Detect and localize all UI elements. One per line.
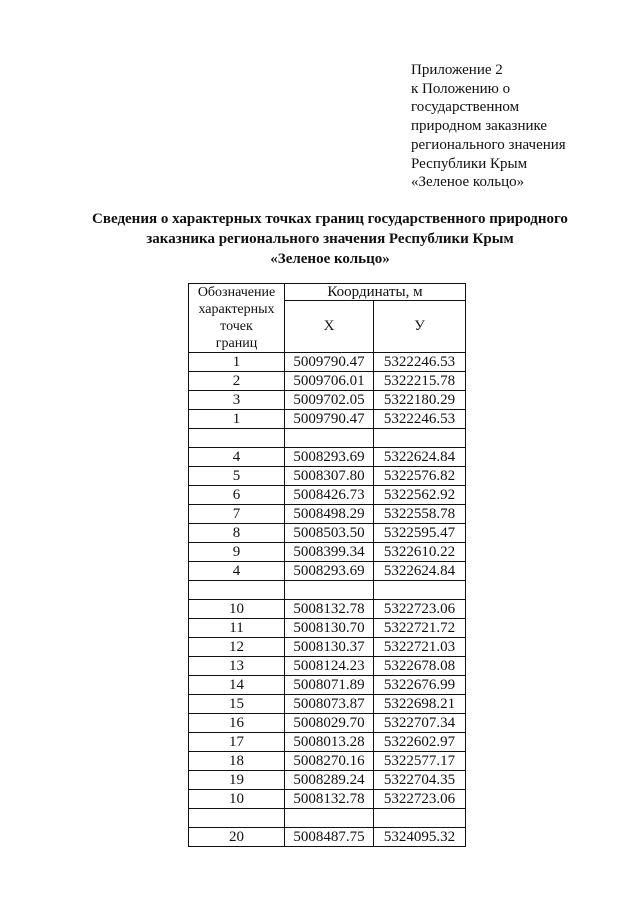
point-cell: 3 bbox=[189, 391, 285, 410]
x-cell: 5008289.24 bbox=[285, 771, 374, 790]
y-cell: 5322723.06 bbox=[374, 790, 466, 809]
title-line: заказника регионального значения Республики Крым bbox=[146, 231, 514, 247]
y-cell bbox=[374, 809, 466, 828]
x-cell: 5009790.47 bbox=[285, 353, 374, 372]
appendix-line: государственном bbox=[411, 99, 520, 116]
appendix-line: природном заказнике bbox=[411, 118, 548, 135]
table-row bbox=[189, 600, 466, 619]
table-row bbox=[189, 562, 466, 581]
table-row-empty bbox=[189, 809, 466, 828]
point-cell: 1 bbox=[189, 353, 285, 372]
x-cell bbox=[285, 809, 374, 828]
x-cell: 5008399.34 bbox=[285, 543, 374, 562]
y-cell: 5322698.21 bbox=[374, 695, 466, 714]
point-cell: 11 bbox=[189, 619, 285, 638]
x-cell: 5008293.69 bbox=[285, 562, 374, 581]
point-cell: 4 bbox=[189, 562, 285, 581]
table-row bbox=[189, 543, 466, 562]
table-row bbox=[189, 448, 466, 467]
x-cell: 5008124.23 bbox=[285, 657, 374, 676]
table-body bbox=[189, 353, 466, 847]
title-line: «Зеленое кольцо» bbox=[270, 251, 390, 267]
designation-header-line: Обозначение bbox=[197, 285, 276, 300]
y-cell: 5322610.22 bbox=[374, 543, 466, 562]
table-row bbox=[189, 619, 466, 638]
point-cell: 5 bbox=[189, 467, 285, 486]
y-cell: 5322707.34 bbox=[374, 714, 466, 733]
point-cell: 20 bbox=[189, 828, 285, 847]
x-header: X bbox=[285, 301, 374, 353]
table-row bbox=[189, 486, 466, 505]
coordinates-header: Координаты, м bbox=[285, 284, 466, 301]
title-line: Сведения о характерных точках границ государственного природного bbox=[92, 211, 568, 227]
point-cell: 18 bbox=[189, 752, 285, 771]
y-cell: 5322577.17 bbox=[374, 752, 466, 771]
point-cell: 6 bbox=[189, 486, 285, 505]
table-row bbox=[189, 695, 466, 714]
table-row bbox=[189, 410, 466, 429]
table-row bbox=[189, 372, 466, 391]
y-cell: 5322602.97 bbox=[374, 733, 466, 752]
x-cell: 5008073.87 bbox=[285, 695, 374, 714]
x-cell: 5008487.75 bbox=[285, 828, 374, 847]
x-cell: 5008307.80 bbox=[285, 467, 374, 486]
x-cell: 5008029.70 bbox=[285, 714, 374, 733]
coordinates-table bbox=[188, 283, 466, 847]
table-row-empty bbox=[189, 429, 466, 448]
x-cell: 5008130.37 bbox=[285, 638, 374, 657]
x-cell: 5008503.50 bbox=[285, 524, 374, 543]
table-row-empty bbox=[189, 581, 466, 600]
y-cell: 5322246.53 bbox=[374, 353, 466, 372]
x-cell: 5008293.69 bbox=[285, 448, 374, 467]
appendix-line: «Зеленое кольцо» bbox=[411, 174, 525, 191]
x-cell bbox=[285, 581, 374, 600]
table-row bbox=[189, 714, 466, 733]
x-cell bbox=[285, 429, 374, 448]
table-row bbox=[189, 505, 466, 524]
x-cell: 5008071.89 bbox=[285, 676, 374, 695]
table-row bbox=[189, 752, 466, 771]
y-header: У bbox=[374, 301, 466, 353]
table-row bbox=[189, 733, 466, 752]
x-cell: 5009702.05 bbox=[285, 391, 374, 410]
y-cell bbox=[374, 429, 466, 448]
point-cell: 15 bbox=[189, 695, 285, 714]
y-cell: 5322624.84 bbox=[374, 448, 466, 467]
y-cell: 5322595.47 bbox=[374, 524, 466, 543]
point-cell bbox=[189, 809, 285, 828]
y-cell: 5322558.78 bbox=[374, 505, 466, 524]
x-cell: 5009706.01 bbox=[285, 372, 374, 391]
appendix-line: регионального значения bbox=[411, 136, 566, 153]
x-cell: 5008270.16 bbox=[285, 752, 374, 771]
appendix-line: к Положению о bbox=[411, 80, 511, 97]
point-cell: 4 bbox=[189, 448, 285, 467]
point-cell: 10 bbox=[189, 600, 285, 619]
table-row bbox=[189, 353, 466, 372]
point-cell: 8 bbox=[189, 524, 285, 543]
designation-header-line: точек bbox=[220, 319, 253, 334]
table-row bbox=[189, 657, 466, 676]
appendix-line: Республики Крым bbox=[411, 155, 528, 172]
point-cell: 16 bbox=[189, 714, 285, 733]
table-row bbox=[189, 467, 466, 486]
table-row bbox=[189, 391, 466, 410]
y-cell: 5322215.78 bbox=[374, 372, 466, 391]
table-row bbox=[189, 790, 466, 809]
designation-header-line: характерных bbox=[198, 302, 275, 317]
table-row bbox=[189, 771, 466, 790]
y-cell: 5322721.03 bbox=[374, 638, 466, 657]
point-cell: 14 bbox=[189, 676, 285, 695]
x-cell: 5008132.78 bbox=[285, 600, 374, 619]
y-cell: 5322180.29 bbox=[374, 391, 466, 410]
x-cell: 5008498.29 bbox=[285, 505, 374, 524]
table-row bbox=[189, 676, 466, 695]
table-row bbox=[189, 638, 466, 657]
y-cell: 5322723.06 bbox=[374, 600, 466, 619]
y-cell: 5322246.53 bbox=[374, 410, 466, 429]
appendix-line: Приложение 2 bbox=[411, 62, 503, 78]
y-cell: 5322704.35 bbox=[374, 771, 466, 790]
point-cell: 7 bbox=[189, 505, 285, 524]
y-cell: 5322676.99 bbox=[374, 676, 466, 695]
x-cell: 5009790.47 bbox=[285, 410, 374, 429]
y-cell: 5322678.08 bbox=[374, 657, 466, 676]
point-cell: 19 bbox=[189, 771, 285, 790]
y-cell: 5322721.72 bbox=[374, 619, 466, 638]
point-cell: 13 bbox=[189, 657, 285, 676]
point-cell bbox=[189, 429, 285, 448]
point-cell: 17 bbox=[189, 733, 285, 752]
document-title bbox=[60, 209, 600, 269]
y-cell bbox=[374, 581, 466, 600]
point-cell: 10 bbox=[189, 790, 285, 809]
table-header-row bbox=[189, 284, 466, 301]
x-cell: 5008013.28 bbox=[285, 733, 374, 752]
point-cell: 9 bbox=[189, 543, 285, 562]
y-cell: 5324095.32 bbox=[374, 828, 466, 847]
y-cell: 5322562.92 bbox=[374, 486, 466, 505]
x-cell: 5008130.70 bbox=[285, 619, 374, 638]
table-row bbox=[189, 524, 466, 543]
point-cell: 12 bbox=[189, 638, 285, 657]
point-cell bbox=[189, 581, 285, 600]
x-cell: 5008132.78 bbox=[285, 790, 374, 809]
table-row bbox=[189, 828, 466, 847]
point-cell: 2 bbox=[189, 372, 285, 391]
x-cell: 5008426.73 bbox=[285, 486, 374, 505]
designation-header-line: границ bbox=[215, 336, 258, 351]
y-cell: 5322624.84 bbox=[374, 562, 466, 581]
y-cell: 5322576.82 bbox=[374, 467, 466, 486]
designation-header bbox=[189, 284, 285, 353]
point-cell: 1 bbox=[189, 410, 285, 429]
appendix-note bbox=[411, 61, 631, 192]
